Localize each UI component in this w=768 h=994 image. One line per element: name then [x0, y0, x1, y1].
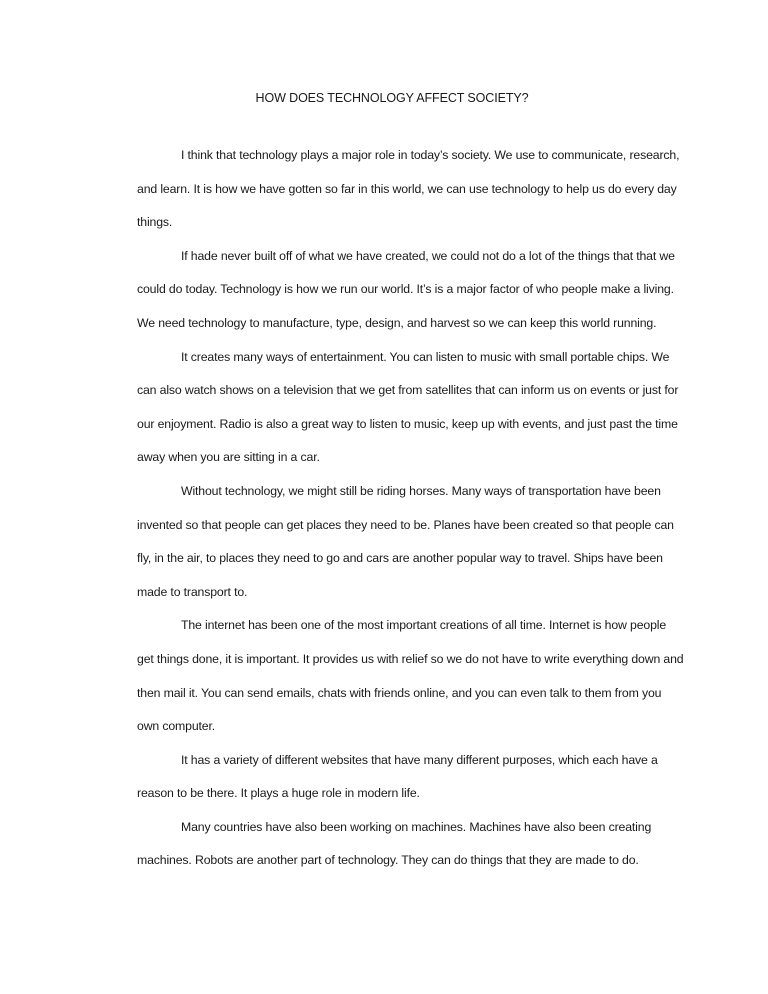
paragraph-4: Without technology, we might still be riding horses. Many ways of transportation have been invented so that people can get places they need to be. Planes have been created so that people can fly, in the air, to places they need to go and cars are another popular way to travel. Ships have been made to transport to. — [137, 483, 674, 599]
paragraph-6: It has a variety of different websites that have many different purposes, which each have a reason to be there. It plays a huge role in modern life. — [137, 752, 658, 801]
paragraph-7: Many countries have also been working on machines. Machines have also been creating machines. Robots are another part of technology. They can do things that they are made to do. — [137, 819, 652, 868]
paragraph-2: If hade never built off of what we have created, we could not do a lot of the things that that we could do today. Technology is how we run our world. It’s is a major factor of who people make a living. We need technology to manufacture, type, design, and harvest so we can keep this world running. — [137, 248, 675, 330]
paragraph-5: The internet has been one of the most important creations of all time. Internet is how people get things done, it is important. It provides us with relief so we do not have to write everything down and then mail it. You can send emails, chats with friends online, and you can even talk to them from you own computer. — [137, 618, 684, 734]
document-title: HOW DOES TECHNOLOGY AFFECT SOCIETY? — [255, 91, 529, 105]
document-body — [137, 139, 685, 878]
paragraph-1: I think that technology plays a major role in today’s society. We use to communicate, research, and learn. It is how we have gotten so far in this world, we can use technology to help us do every day things. — [137, 148, 680, 230]
paragraph-3: It creates many ways of entertainment. You can listen to music with small portable chips. We can also watch shows on a television that we get from satellites that can inform us on events or just for our enjoyment. Radio is also a great way to listen to music, keep up with events, and just past the time away when you are sitting in a car. — [137, 349, 679, 465]
